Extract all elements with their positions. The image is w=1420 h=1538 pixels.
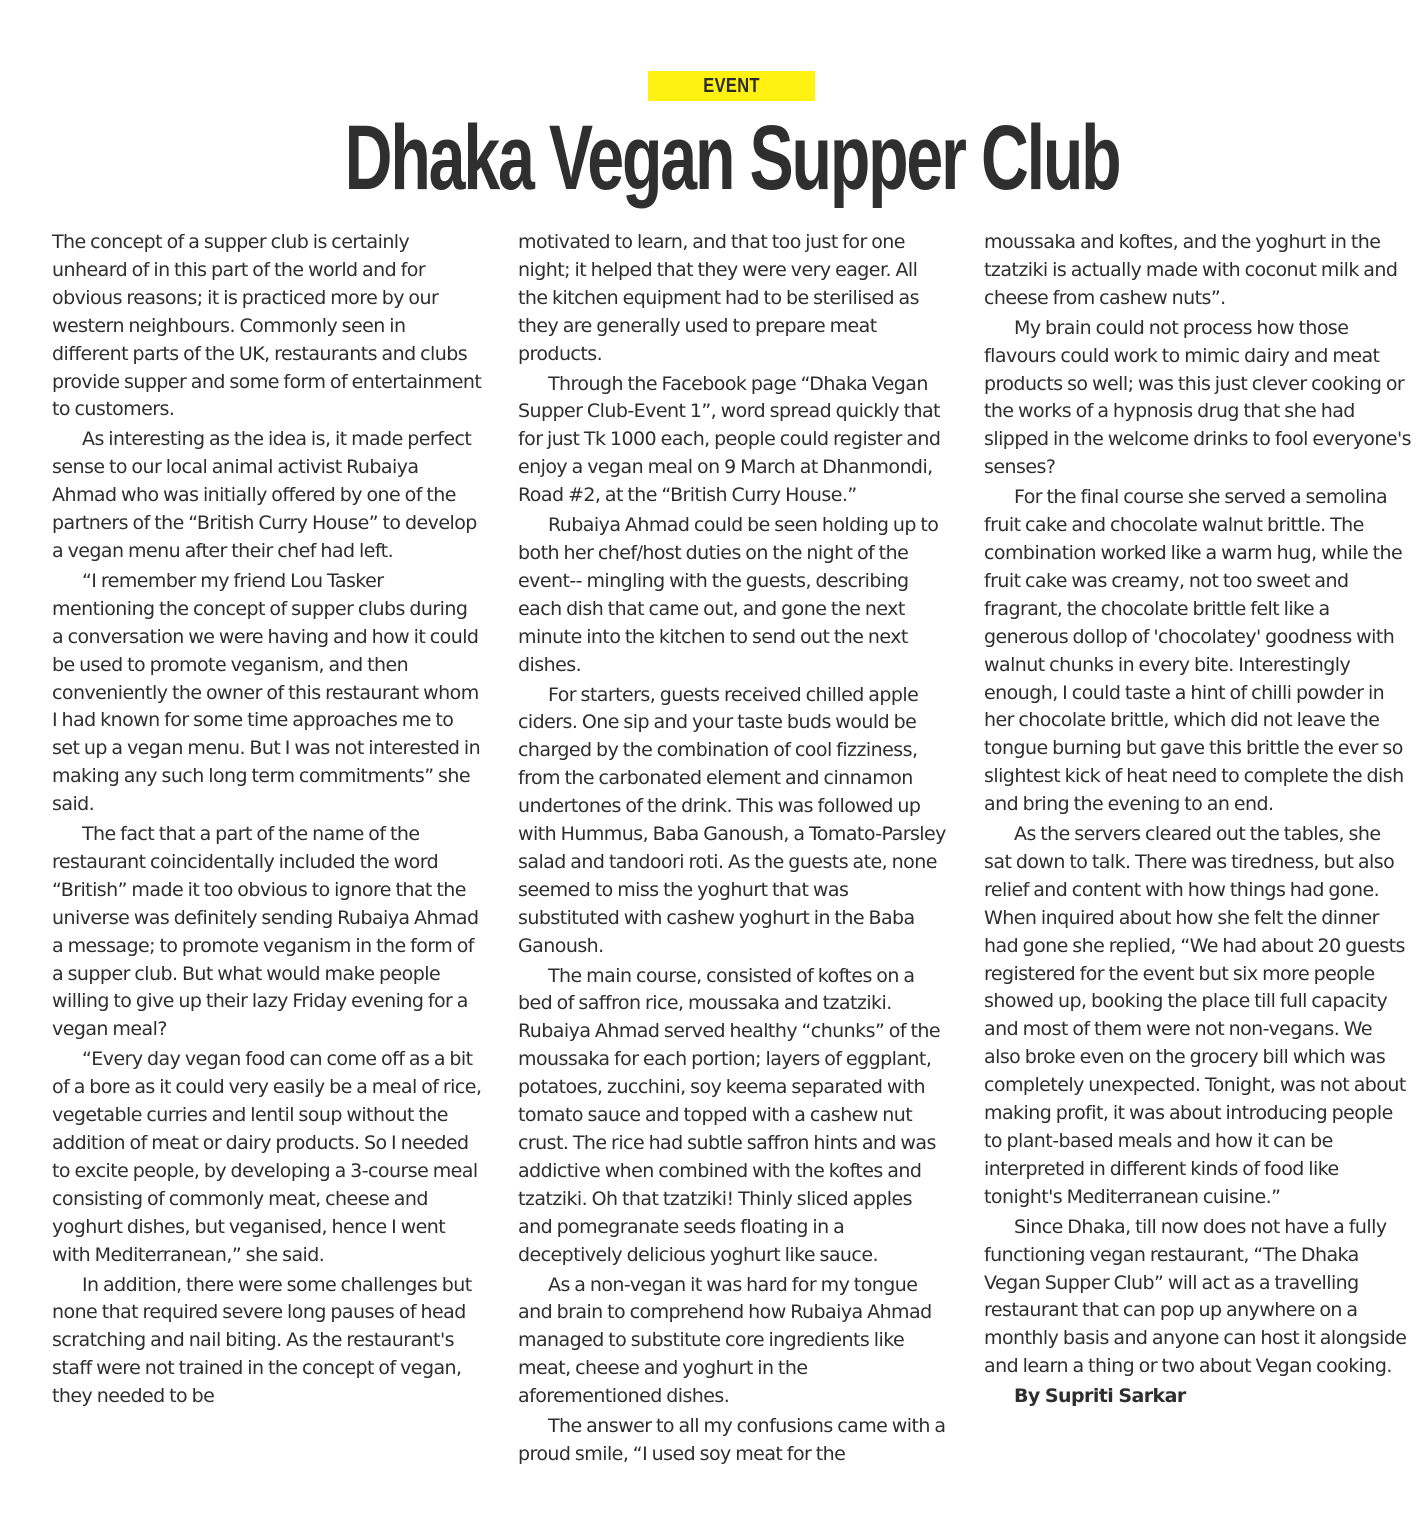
paragraph: As the servers cleared out the tables, she sat down to talk. There was tiredness, but also relief and content with how things had gone. When inquired about how she felt the dinner had gone she replied, “We had about 20 guests registered for the event but six more people showed up, booking the place till full capacity and most of them were not non-vegans. We also broke even on the grocery bill which was completely unexpected. Tonight, was not about making profit, it was about introducing people to plant-based meals and how it can be interpreted in different kinds of food like tonight's Mediterranean cuisine.” [984,823,1406,1208]
paragraph: Since Dhaka, till now does not have a fully functioning vegan restaurant, “The Dhaka Vegan Supper Club” will act as a travelling restaurant that can pop up anywhere on a monthly basis and anyone can host it alongside and learn a thing or two about Vegan cooking. [984,1215,1407,1378]
paragraph: Rubaiya Ahmad could be seen holding up to both her chef/host duties on the night of the event-- mingling with the guests, describing each dish that came out, and gone the next minute into the kitchen to send out the next dishes. [518,514,939,676]
category-label: EVENT [703,74,760,97]
paragraph: For starters, guests received chilled apple ciders. One sip and your taste buds would be charged by the combination of cool fizziness, from the carbonated element and cinnamon undertones of the drink. This was followed up with Hummus, Baba Ganoush, a Tomato-Parsley salad and tandoori roti. As the guests ate, none seemed to miss the yoghurt that was substituted with cashew yoghurt in the Baba Ganoush. [518,683,946,957]
column-3 [984,229,1412,1413]
paragraph: The main course, consisted of koftes on a bed of saffron rice, moussaka and tzatziki. Rubaiya Ahmad served healthy “chunks” of the moussaka for each portion; layers of eggplant, potatoes, zucchini, soy keema separated with tomato sauce and topped with a cashew nut crust. The rice had subtle saffron hints and was addictive when combined with the koftes and tzatziki. Oh that tzatziki! Thinly sliced apples and pomegranate seeds floating in a deceptively delicious yoghurt like sauce. [518,964,940,1266]
paragraph: “Every day vegan food can come off as a bit of a bore as it could very easily be a meal of rice, vegetable curries and lentil soup without the addition of meat or dairy products. So I needed to excite people, by developing a 3-course meal consisting of commonly meat, cheese and yoghurt dishes, but veganised, hence I went with Mediterranean,” she said. [52,1048,482,1266]
paragraph: The answer to all my confusions came with a proud smile, “I used soy meat for the [518,1415,946,1465]
paragraph: The concept of a supper club is certainly unheard of in this part of the world and for obvious reasons; it is practiced more by our western neighbours. Commonly seen in different parts of the UK, restaurants and clubs provide supper and some form of entertainment to customers. [52,231,482,421]
column-1 [52,229,482,1413]
paragraph: motivated to learn, and that too just for one night; it helped that they were very eager. All the kitchen equipment had to be sterilised as they are generally used to prepare meat products. [518,231,919,365]
paragraph: Through the Facebook page “Dhaka Vegan Supper Club-Event 1”, word spread quickly that for just Tk 1000 each, people could register and enjoy a vegan meal on 9 March at Dhanmondi, Road #2, at the “British Curry House.” [518,372,941,507]
column-2 [518,229,948,1471]
paragraph: As a non-vegan it was hard for my tongue and brain to comprehend how Rubaiya Ahmad managed to substitute core ingredients like meat, cheese and yoghurt in the aforementioned dishes. [518,1273,932,1408]
article-title [0,106,1420,209]
paragraph: My brain could not process how those flavours could work to mimic dairy and meat products so well; was this just clever cooking or the works of a hypnosis drug that she had slipped in the welcome drinks to fool everyone's senses? [984,316,1412,479]
paragraph: For the final course she served a semolina fruit cake and chocolate walnut brittle. The combination worked like a warm hug, while the fruit cake was creamy, not too sweet and fragrant, the chocolate brittle felt like a generous dollop of 'chocolatey' goodness with walnut chunks in every bite. Interestingly enough, I could taste a hint of chilli powder in her chocolate brittle, which did not leave the tongue burning but gave this brittle the ever so slightest kick of heat need to complete the dish and bring the evening to an end. [984,486,1404,816]
article-title-text: Dhaka Vegan Supper Club [344,106,1120,209]
category-tag [648,71,815,101]
paragraph: In addition, there were some challenges but none that required severe long pauses of head scratching and nail biting. As the restaurant's staff were not trained in the concept of vegan, they needed to be [52,1273,472,1408]
paragraph: The fact that a part of the name of the restaurant coincidentally included the word “British” made it too obvious to ignore that the universe was definitely sending Rubaiya Ahmad a message; to promote veganism in the form of a supper club. But what would make people willing to give up their lazy Friday evening for a vegan meal? [52,823,479,1041]
byline: By Supriti Sarkar [1014,1385,1186,1408]
paragraph: “I remember my friend Lou Tasker mentioning the concept of supper clubs during a conversation we were having and how it could be used to promote veganism, and then conveniently the owner of this restaurant whom I had known for some time approaches me to set up a vegan menu. But I was not interested in making any such long term commitments” she said. [52,569,481,816]
paragraph: As interesting as the idea is, it made perfect sense to our local animal activist Rubaiya Ahmad who was initially offered by one of the partners of the “British Curry House” to develop a vegan menu after their chef had left. [52,428,477,562]
paragraph: moussaka and koftes, and the yoghurt in the tzatziki is actually made with coconut milk and cheese from cashew nuts”. [984,231,1398,309]
